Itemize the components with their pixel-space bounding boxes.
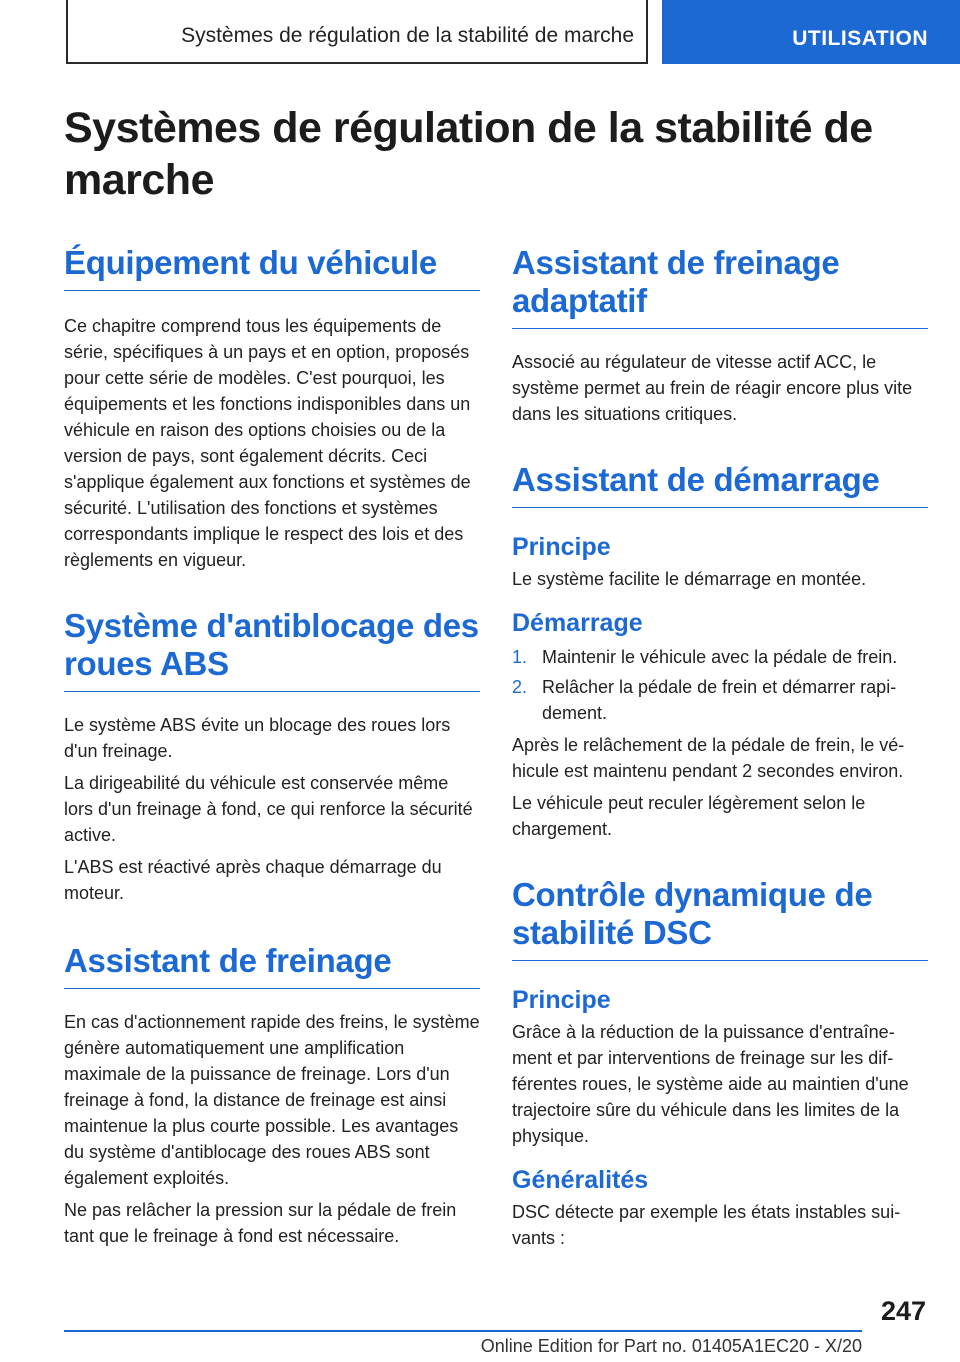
steps-list bbox=[512, 644, 928, 726]
paragraph: La dirigeabilité du véhicule est conservée même lors d'un freinage à fond, ce qui renforce la sécurité active. bbox=[64, 773, 473, 845]
paragraph: DSC détecte par exemple les états instables suivants : bbox=[512, 1202, 901, 1248]
list-item bbox=[512, 674, 928, 726]
section-adaptive-brake-assist bbox=[512, 244, 928, 427]
header-section-title: Systèmes de régulation de la stabilité de marche bbox=[181, 24, 634, 47]
header-chapter-tab bbox=[662, 0, 960, 64]
section-heading: Contrôle dynamique de stabilité DSC bbox=[512, 876, 928, 961]
section-start-assist bbox=[512, 461, 928, 842]
header-section-box bbox=[66, 0, 648, 64]
paragraph: Le système facilite le démarrage en montée. bbox=[512, 569, 867, 589]
section-heading: Équipement du véhicule bbox=[64, 244, 480, 291]
step-number: 1. bbox=[512, 647, 528, 667]
paragraph: Ce chapitre comprend tous les équipements de série, spécifiques à un pays et en option, proposés pour cette série de modèles. C'est pourquoi, les équipements et les fonctions indisponibles dans un véhicule en raison des options choisies ou de la version de pays, sont également décrits. Ceci s'applique également aux fonctions et systèmes de sécurité. L'utilisation des fonctions et systèmes correspondants implique le respect des lois et des règlements en vigueur. bbox=[64, 316, 471, 570]
section-heading: Système d'antiblocage des roues ABS bbox=[64, 607, 480, 692]
section-equipment bbox=[64, 244, 480, 573]
subsection-heading: Principe bbox=[512, 986, 611, 1014]
paragraph: Après le relâchement de la pédale de frein, le véhicule est maintenu pendant 2 secondes environ. bbox=[512, 735, 905, 781]
section-heading: Assistant de démarrage bbox=[512, 461, 928, 508]
paragraph: L'ABS est réactivé après chaque démarrage du moteur. bbox=[64, 857, 442, 903]
footer-edition: Online Edition for Part no. 01405A1EC20 - X/20 bbox=[480, 1336, 862, 1356]
subsection-heading: Principe bbox=[512, 533, 611, 561]
paragraph: Le véhicule peut reculer légèrement selon le chargement. bbox=[512, 793, 866, 839]
section-heading: Assistant de freinage adaptatif bbox=[512, 244, 928, 329]
list-item bbox=[512, 644, 928, 670]
left-column bbox=[64, 244, 480, 1249]
section-brake-assist bbox=[64, 942, 480, 1249]
step-number: 2. bbox=[512, 677, 528, 697]
paragraph: Ne pas relâcher la pression sur la pédale de frein tant que le freinage à fond est nécessaire. bbox=[64, 1200, 457, 1246]
subsection-heading: Démarrage bbox=[512, 609, 643, 637]
section-abs bbox=[64, 607, 480, 906]
step-text: Maintenir le véhicule avec la pédale de frein. bbox=[542, 647, 898, 667]
paragraph: En cas d'actionnement rapide des freins, le système génère automatiquement une amplification maximale de la puissance de freinage. Lors d'un freinage à fond, la distance de freinage est ainsi maintenue la plus courte possible. Les avantages du système d'antiblocage des roues ABS sont également exploités. bbox=[64, 1012, 480, 1188]
section-dsc bbox=[512, 876, 928, 1251]
paragraph: Associé au régulateur de vitesse actif ACC, le système permet au frein de réagir encore plus vite dans les situations critiques. bbox=[512, 352, 913, 424]
paragraph: Grâce à la réduction de la puissance d'entraînement et par interventions de freinage sur les différentes roues, le système aide au maintien d'une trajectoire sûre du véhicule dans les limites de la physique. bbox=[512, 1022, 909, 1146]
step-text: Relâcher la pédale de frein et démarrer rapidement. bbox=[542, 677, 897, 723]
header-chapter-label: UTILISATION bbox=[792, 27, 928, 50]
right-column bbox=[512, 244, 928, 1251]
page-number: 247 bbox=[880, 1296, 926, 1326]
section-heading: Assistant de freinage bbox=[64, 942, 480, 989]
page-title: Systèmes de régulation de la stabilité de marche bbox=[64, 104, 873, 204]
page-header bbox=[0, 0, 960, 64]
footer-divider bbox=[64, 1330, 862, 1332]
subsection-heading: Généralités bbox=[512, 1166, 649, 1194]
paragraph: Le système ABS évite un blocage des roues lors d'un freinage. bbox=[64, 715, 451, 761]
